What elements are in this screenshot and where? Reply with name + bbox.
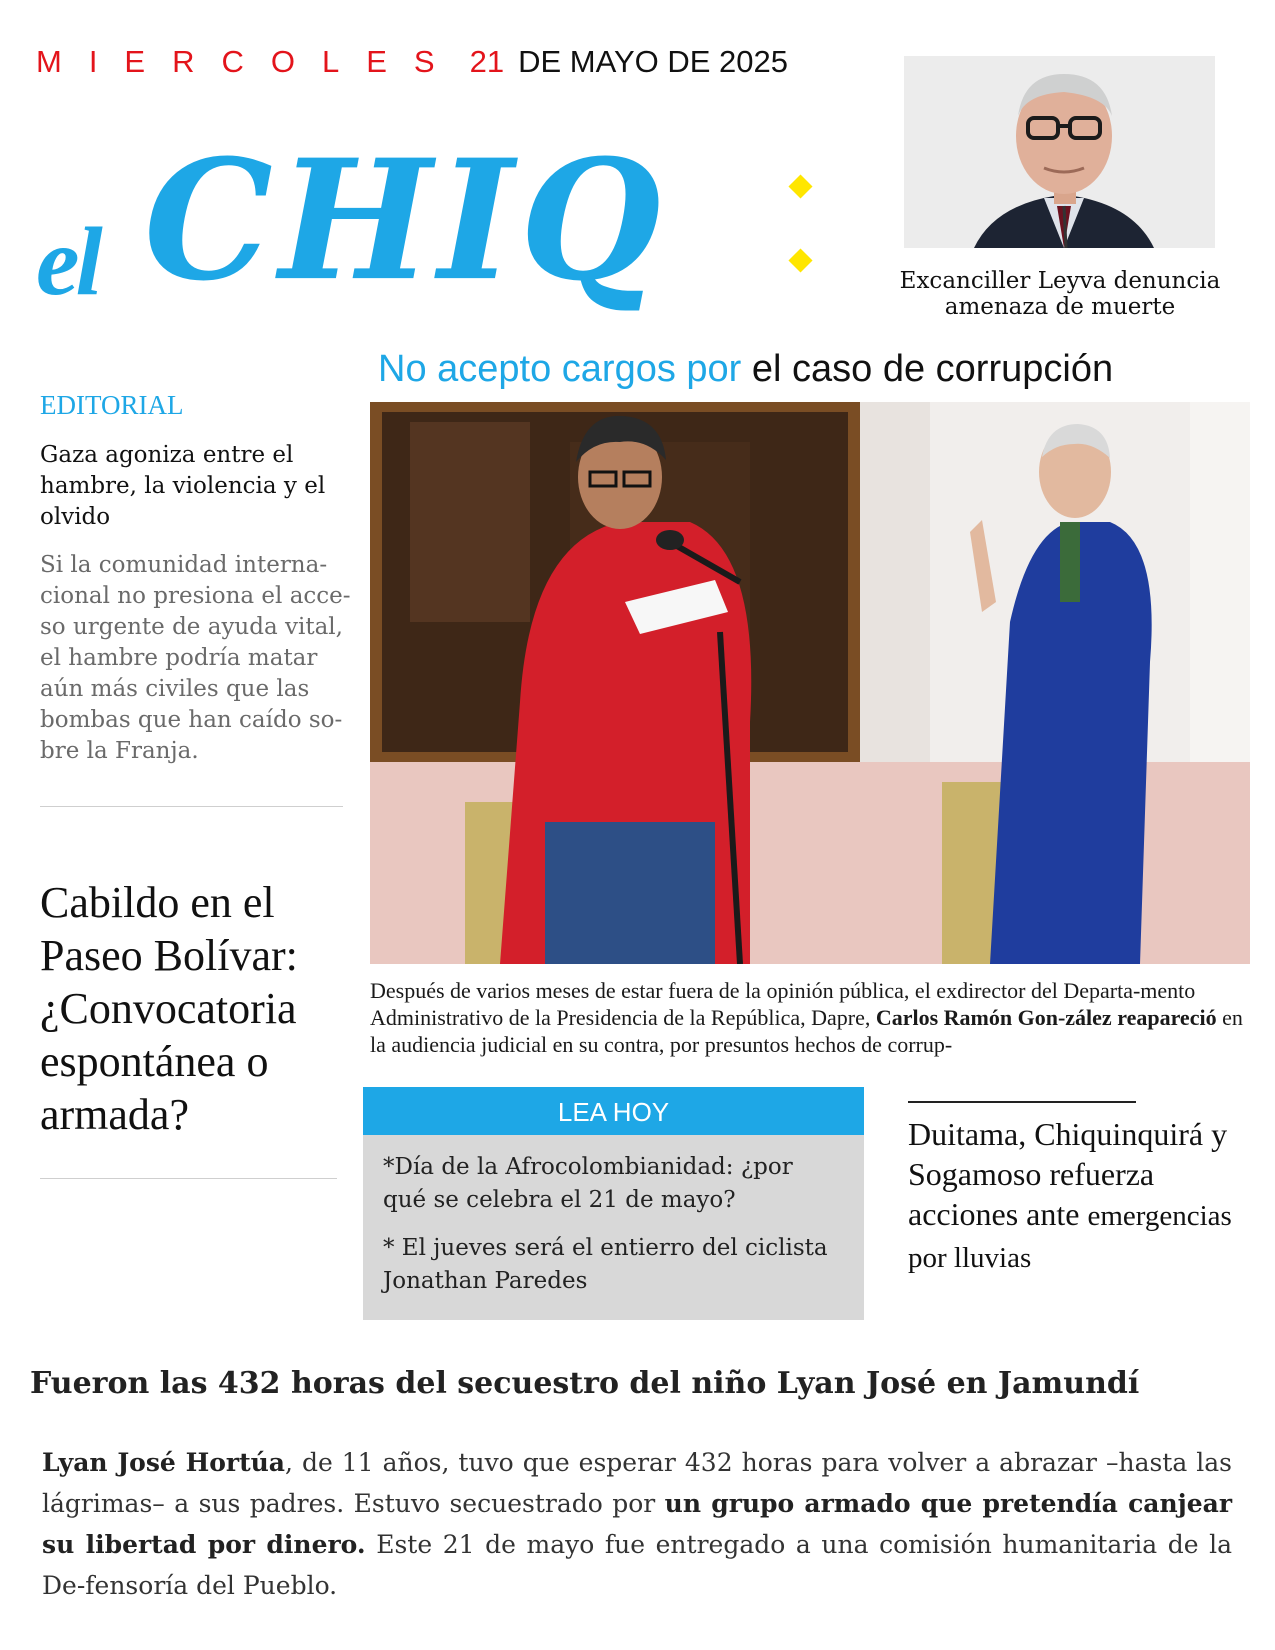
bottom-body-text-1: , de 11 años, tuvo que esperar 432 horas para volver a abrazar –hasta las lágrimas– a sus padres. Estuvo secuestrado por <box>42 1448 1232 1518</box>
editorial-label: EDITORIAL <box>40 390 184 420</box>
lea-hoy-box <box>363 1087 864 1320</box>
duitama-headline[interactable] <box>908 1114 1248 1278</box>
bottom-story-headline[interactable]: Fueron las 432 horas del secuestro del niño Lyan José en Jamundí <box>30 1366 1140 1401</box>
cabildo-headline[interactable]: Cabildo en el Paseo Bolívar: ¿Convocatoria espontánea o armada? <box>40 878 298 1139</box>
dateline-month-year: DE MAYO DE 2025 <box>518 44 789 79</box>
main-headline-blue: No acepto cargos por <box>378 348 742 390</box>
lea-hoy-item-afro[interactable]: *Día de la Afrocolombianidad: ¿por qué se celebra el 21 de mayo? <box>383 1154 793 1213</box>
dateline-weekday: MIERCOLES <box>36 44 462 79</box>
bottom-story-body <box>42 1442 1232 1606</box>
main-story-photo[interactable] <box>370 402 1250 964</box>
main-headline-black: el caso de corrupción <box>751 348 1114 390</box>
dateline-day: 21 <box>469 44 505 79</box>
bottom-body-bold-1: Lyan José Hortúa <box>42 1448 285 1477</box>
leyva-caption[interactable]: Excanciller Leyva denuncia amenaza de muerte <box>899 268 1221 320</box>
bottom-body-text-2: Este 21 de mayo fue entregado a una comisión humanitaria de la De-fensoría del Pueblo. <box>42 1530 1233 1600</box>
main-caption-text-1: Después de varios meses de estar fuera de la opinión pública, el exdirector del Departa-mento Administrativo de la Presidencia de la República, Dapre, <box>370 978 1196 1030</box>
masthead-logo <box>34 120 834 320</box>
editorial-body: Si la comunidad interna-cional no presiona el acce-so urgente de ayuda vital, el hambre podría matar aún más civiles que las bombas que han caído so-bre la Franja. <box>40 552 351 764</box>
main-caption-text-2: en la audiencia judicial en su contra, por presuntos hechos de corrup- <box>370 1005 1243 1057</box>
cabildo-divider <box>40 1178 337 1179</box>
lea-hoy-title: LEA HOY <box>363 1087 864 1135</box>
bottom-body-bold-2: un grupo armado que pretendía canjear su libertad por dinero. <box>42 1489 1232 1559</box>
duitama-headline-main: Duitama, Chiquinquirá y Sogamoso refuerza acciones ante <box>908 1116 1228 1232</box>
main-story-caption <box>370 977 1250 1058</box>
colon-dot-top <box>788 174 812 198</box>
masthead-prefix: el <box>36 208 99 316</box>
editorial-title[interactable]: Gaza agoniza entre el hambre, la violencia y el olvido <box>40 442 326 530</box>
dateline <box>36 44 788 84</box>
duitama-divider <box>908 1101 1136 1103</box>
editorial-divider <box>40 806 343 807</box>
leyva-photo[interactable] <box>904 56 1215 248</box>
duitama-headline-end: emergencias por lluvias <box>908 1200 1232 1274</box>
main-headline[interactable] <box>378 348 1113 391</box>
colon-dot-bottom <box>788 248 812 272</box>
main-caption-bold: Carlos Ramón Gon-zález reapareció <box>875 1005 1217 1030</box>
lea-hoy-item-ciclista[interactable]: * El jueves será el entierro del ciclista Jonathan Paredes <box>383 1235 828 1294</box>
masthead-name: CHIQ <box>144 124 667 318</box>
